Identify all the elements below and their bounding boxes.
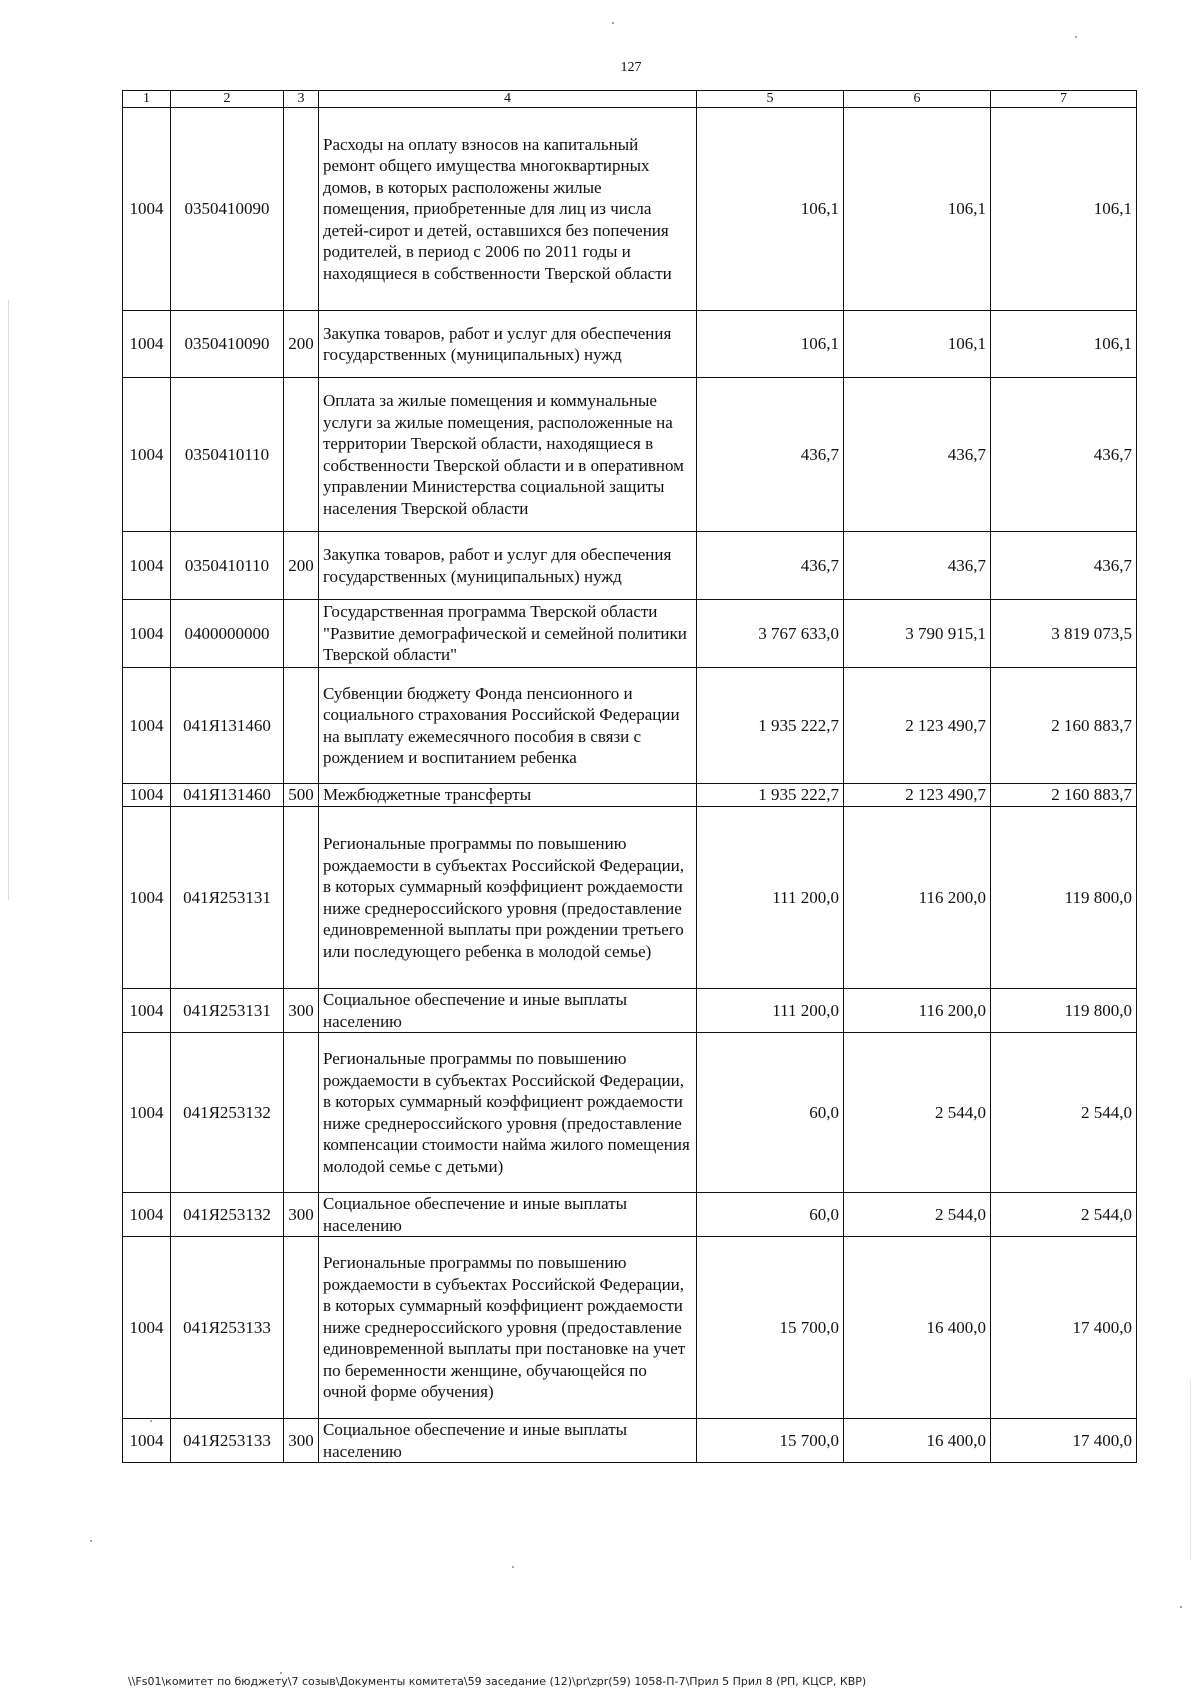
table-row	[123, 532, 1137, 600]
expense-type-code	[284, 1033, 319, 1193]
scan-margin-line	[1190, 1380, 1191, 1560]
amount-col-6: 16 400,0	[844, 1419, 991, 1463]
column-number: 6	[844, 91, 991, 108]
target-article-code: 0350410110	[171, 532, 284, 600]
amount-col-5: 436,7	[697, 378, 844, 532]
amount-col-6: 3 790 915,1	[844, 600, 991, 668]
scan-speck	[612, 22, 614, 24]
amount-col-7: 119 800,0	[991, 989, 1137, 1033]
expense-description: Региональные программы по повышению рождаемости в субъектах Российской Федерации, в которых суммарный коэффициент рождаемости ниже среднероссийского уровня (предоставление единовременной выплаты при рождении третьего или последующего ребенка в молодой семье)	[319, 807, 697, 989]
amount-col-7: 17 400,0	[991, 1237, 1137, 1419]
amount-col-7: 119 800,0	[991, 807, 1137, 989]
expense-description: Региональные программы по повышению рождаемости в субъектах Российской Федерации, в которых суммарный коэффициент рождаемости ниже среднероссийского уровня (предоставление компенсации стоимости найма жилого помещения молодой семье с детьми)	[319, 1033, 697, 1193]
amount-col-7: 436,7	[991, 378, 1137, 532]
scan-speck	[150, 1420, 152, 1422]
table-row	[123, 311, 1137, 378]
amount-col-6: 116 200,0	[844, 989, 991, 1033]
target-article-code: 0350410090	[171, 311, 284, 378]
section-code: 1004	[123, 378, 171, 532]
amount-col-5: 111 200,0	[697, 989, 844, 1033]
expense-description: Региональные программы по повышению рождаемости в субъектах Российской Федерации, в которых суммарный коэффициент рождаемости ниже среднероссийского уровня (предоставление единовременной выплаты при постановке на учет по беременности женщине, обучающейся по очной форме обучения)	[319, 1237, 697, 1419]
amount-col-5: 436,7	[697, 532, 844, 600]
amount-col-7: 2 160 883,7	[991, 668, 1137, 784]
amount-col-5: 106,1	[697, 311, 844, 378]
amount-col-5: 15 700,0	[697, 1419, 844, 1463]
target-article-code: 0350410090	[171, 108, 284, 311]
scan-speck	[512, 1566, 514, 1568]
amount-col-6: 2 544,0	[844, 1033, 991, 1193]
section-code: 1004	[123, 532, 171, 600]
amount-col-6: 436,7	[844, 532, 991, 600]
section-code: 1004	[123, 600, 171, 668]
table-row	[123, 1419, 1137, 1463]
section-code: 1004	[123, 1237, 171, 1419]
target-article-code: 041Я253133	[171, 1237, 284, 1419]
section-code: 1004	[123, 311, 171, 378]
table-row	[123, 1033, 1137, 1193]
amount-col-7: 106,1	[991, 108, 1137, 311]
table-row	[123, 1193, 1137, 1237]
expense-description: Оплата за жилые помещения и коммунальные услуги за жилые помещения, расположенные на территории Тверской области, находящиеся в собственности Тверской области и в оперативном управлении Министерства социальной защиты населения Тверской области	[319, 378, 697, 532]
expense-description: Закупка товаров, работ и услуг для обеспечения государственных (муниципальных) нужд	[319, 532, 697, 600]
amount-col-5: 15 700,0	[697, 1237, 844, 1419]
column-number: 7	[991, 91, 1137, 108]
file-path-footer: \\Fs01\комитет по бюджету\7 созыв\Документы комитета\59 заседание (12)\pr\zpr(59) 1058-П-7\Прил 5 Прил 8 (РП, КЦСР, КВР)	[128, 1675, 867, 1688]
target-article-code: 041Я253131	[171, 807, 284, 989]
expense-type-code	[284, 1237, 319, 1419]
amount-col-7: 3 819 073,5	[991, 600, 1137, 668]
amount-col-5: 3 767 633,0	[697, 600, 844, 668]
amount-col-5: 106,1	[697, 108, 844, 311]
expense-description: Межбюджетные трансферты	[319, 784, 697, 807]
expense-type-code	[284, 378, 319, 532]
section-code: 1004	[123, 1419, 171, 1463]
expense-type-code: 200	[284, 532, 319, 600]
amount-col-5: 60,0	[697, 1033, 844, 1193]
target-article-code: 041Я131460	[171, 668, 284, 784]
section-code: 1004	[123, 1193, 171, 1237]
section-code: 1004	[123, 989, 171, 1033]
expense-type-code: 300	[284, 1193, 319, 1237]
amount-col-6: 16 400,0	[844, 1237, 991, 1419]
amount-col-6: 436,7	[844, 378, 991, 532]
expense-type-code	[284, 108, 319, 311]
column-number: 2	[171, 91, 284, 108]
scan-speck	[1180, 1606, 1182, 1608]
expense-description: Социальное обеспечение и иные выплаты населению	[319, 1193, 697, 1237]
amount-col-7: 2 544,0	[991, 1193, 1137, 1237]
amount-col-7: 2 160 883,7	[991, 784, 1137, 807]
expense-description: Закупка товаров, работ и услуг для обеспечения государственных (муниципальных) нужд	[319, 311, 697, 378]
amount-col-5: 1 935 222,7	[697, 668, 844, 784]
expense-description: Социальное обеспечение и иные выплаты населению	[319, 989, 697, 1033]
table-row	[123, 668, 1137, 784]
column-number: 3	[284, 91, 319, 108]
target-article-code: 0400000000	[171, 600, 284, 668]
section-code: 1004	[123, 807, 171, 989]
scan-speck	[280, 1672, 282, 1674]
expense-type-code: 500	[284, 784, 319, 807]
target-article-code: 041Я253132	[171, 1033, 284, 1193]
expense-description: Расходы на оплату взносов на капитальный ремонт общего имущества многоквартирных домов, в которых расположены жилые помещения, приобретенные для лиц из числа детей-сирот и детей, оставшихся без попечения родителей, в период с 2006 по 2011 годы и находящиеся в собственности Тверской области	[319, 108, 697, 311]
section-code: 1004	[123, 1033, 171, 1193]
amount-col-7: 17 400,0	[991, 1419, 1137, 1463]
table-row	[123, 1237, 1137, 1419]
section-code: 1004	[123, 668, 171, 784]
expense-type-code: 300	[284, 1419, 319, 1463]
amount-col-5: 1 935 222,7	[697, 784, 844, 807]
amount-col-6: 106,1	[844, 311, 991, 378]
amount-col-6: 116 200,0	[844, 807, 991, 989]
table-row	[123, 989, 1137, 1033]
table-row	[123, 378, 1137, 532]
table-row	[123, 600, 1137, 668]
expense-description: Государственная программа Тверской области "Развитие демографической и семейной политики Тверской области"	[319, 600, 697, 668]
column-number-row	[123, 91, 1137, 108]
amount-col-6: 2 123 490,7	[844, 668, 991, 784]
budget-table	[122, 90, 1137, 1463]
amount-col-5: 111 200,0	[697, 807, 844, 989]
target-article-code: 041Я253131	[171, 989, 284, 1033]
table-row	[123, 807, 1137, 989]
expense-description: Субвенции бюджету Фонда пенсионного и социального страхования Российской Федерации на выплату ежемесячного пособия в связи с рождением и воспитанием ребенка	[319, 668, 697, 784]
target-article-code: 041Я253133	[171, 1419, 284, 1463]
target-article-code: 041Я131460	[171, 784, 284, 807]
expense-type-code	[284, 600, 319, 668]
amount-col-6: 106,1	[844, 108, 991, 311]
amount-col-7: 106,1	[991, 311, 1137, 378]
scan-speck	[90, 1540, 92, 1542]
expense-type-code	[284, 668, 319, 784]
amount-col-6: 2 123 490,7	[844, 784, 991, 807]
table-row	[123, 784, 1137, 807]
section-code: 1004	[123, 784, 171, 807]
section-code: 1004	[123, 108, 171, 311]
column-number: 5	[697, 91, 844, 108]
scan-speck	[1075, 36, 1077, 38]
amount-col-7: 436,7	[991, 532, 1137, 600]
column-number: 4	[319, 91, 697, 108]
table-row	[123, 108, 1137, 311]
scan-margin-line	[8, 300, 9, 900]
column-number: 1	[123, 91, 171, 108]
amount-col-5: 60,0	[697, 1193, 844, 1237]
target-article-code: 041Я253132	[171, 1193, 284, 1237]
expense-type-code	[284, 807, 319, 989]
amount-col-7: 2 544,0	[991, 1033, 1137, 1193]
page-number: 127	[620, 60, 642, 75]
expense-description: Социальное обеспечение и иные выплаты населению	[319, 1419, 697, 1463]
target-article-code: 0350410110	[171, 378, 284, 532]
amount-col-6: 2 544,0	[844, 1193, 991, 1237]
expense-type-code: 200	[284, 311, 319, 378]
expense-type-code: 300	[284, 989, 319, 1033]
